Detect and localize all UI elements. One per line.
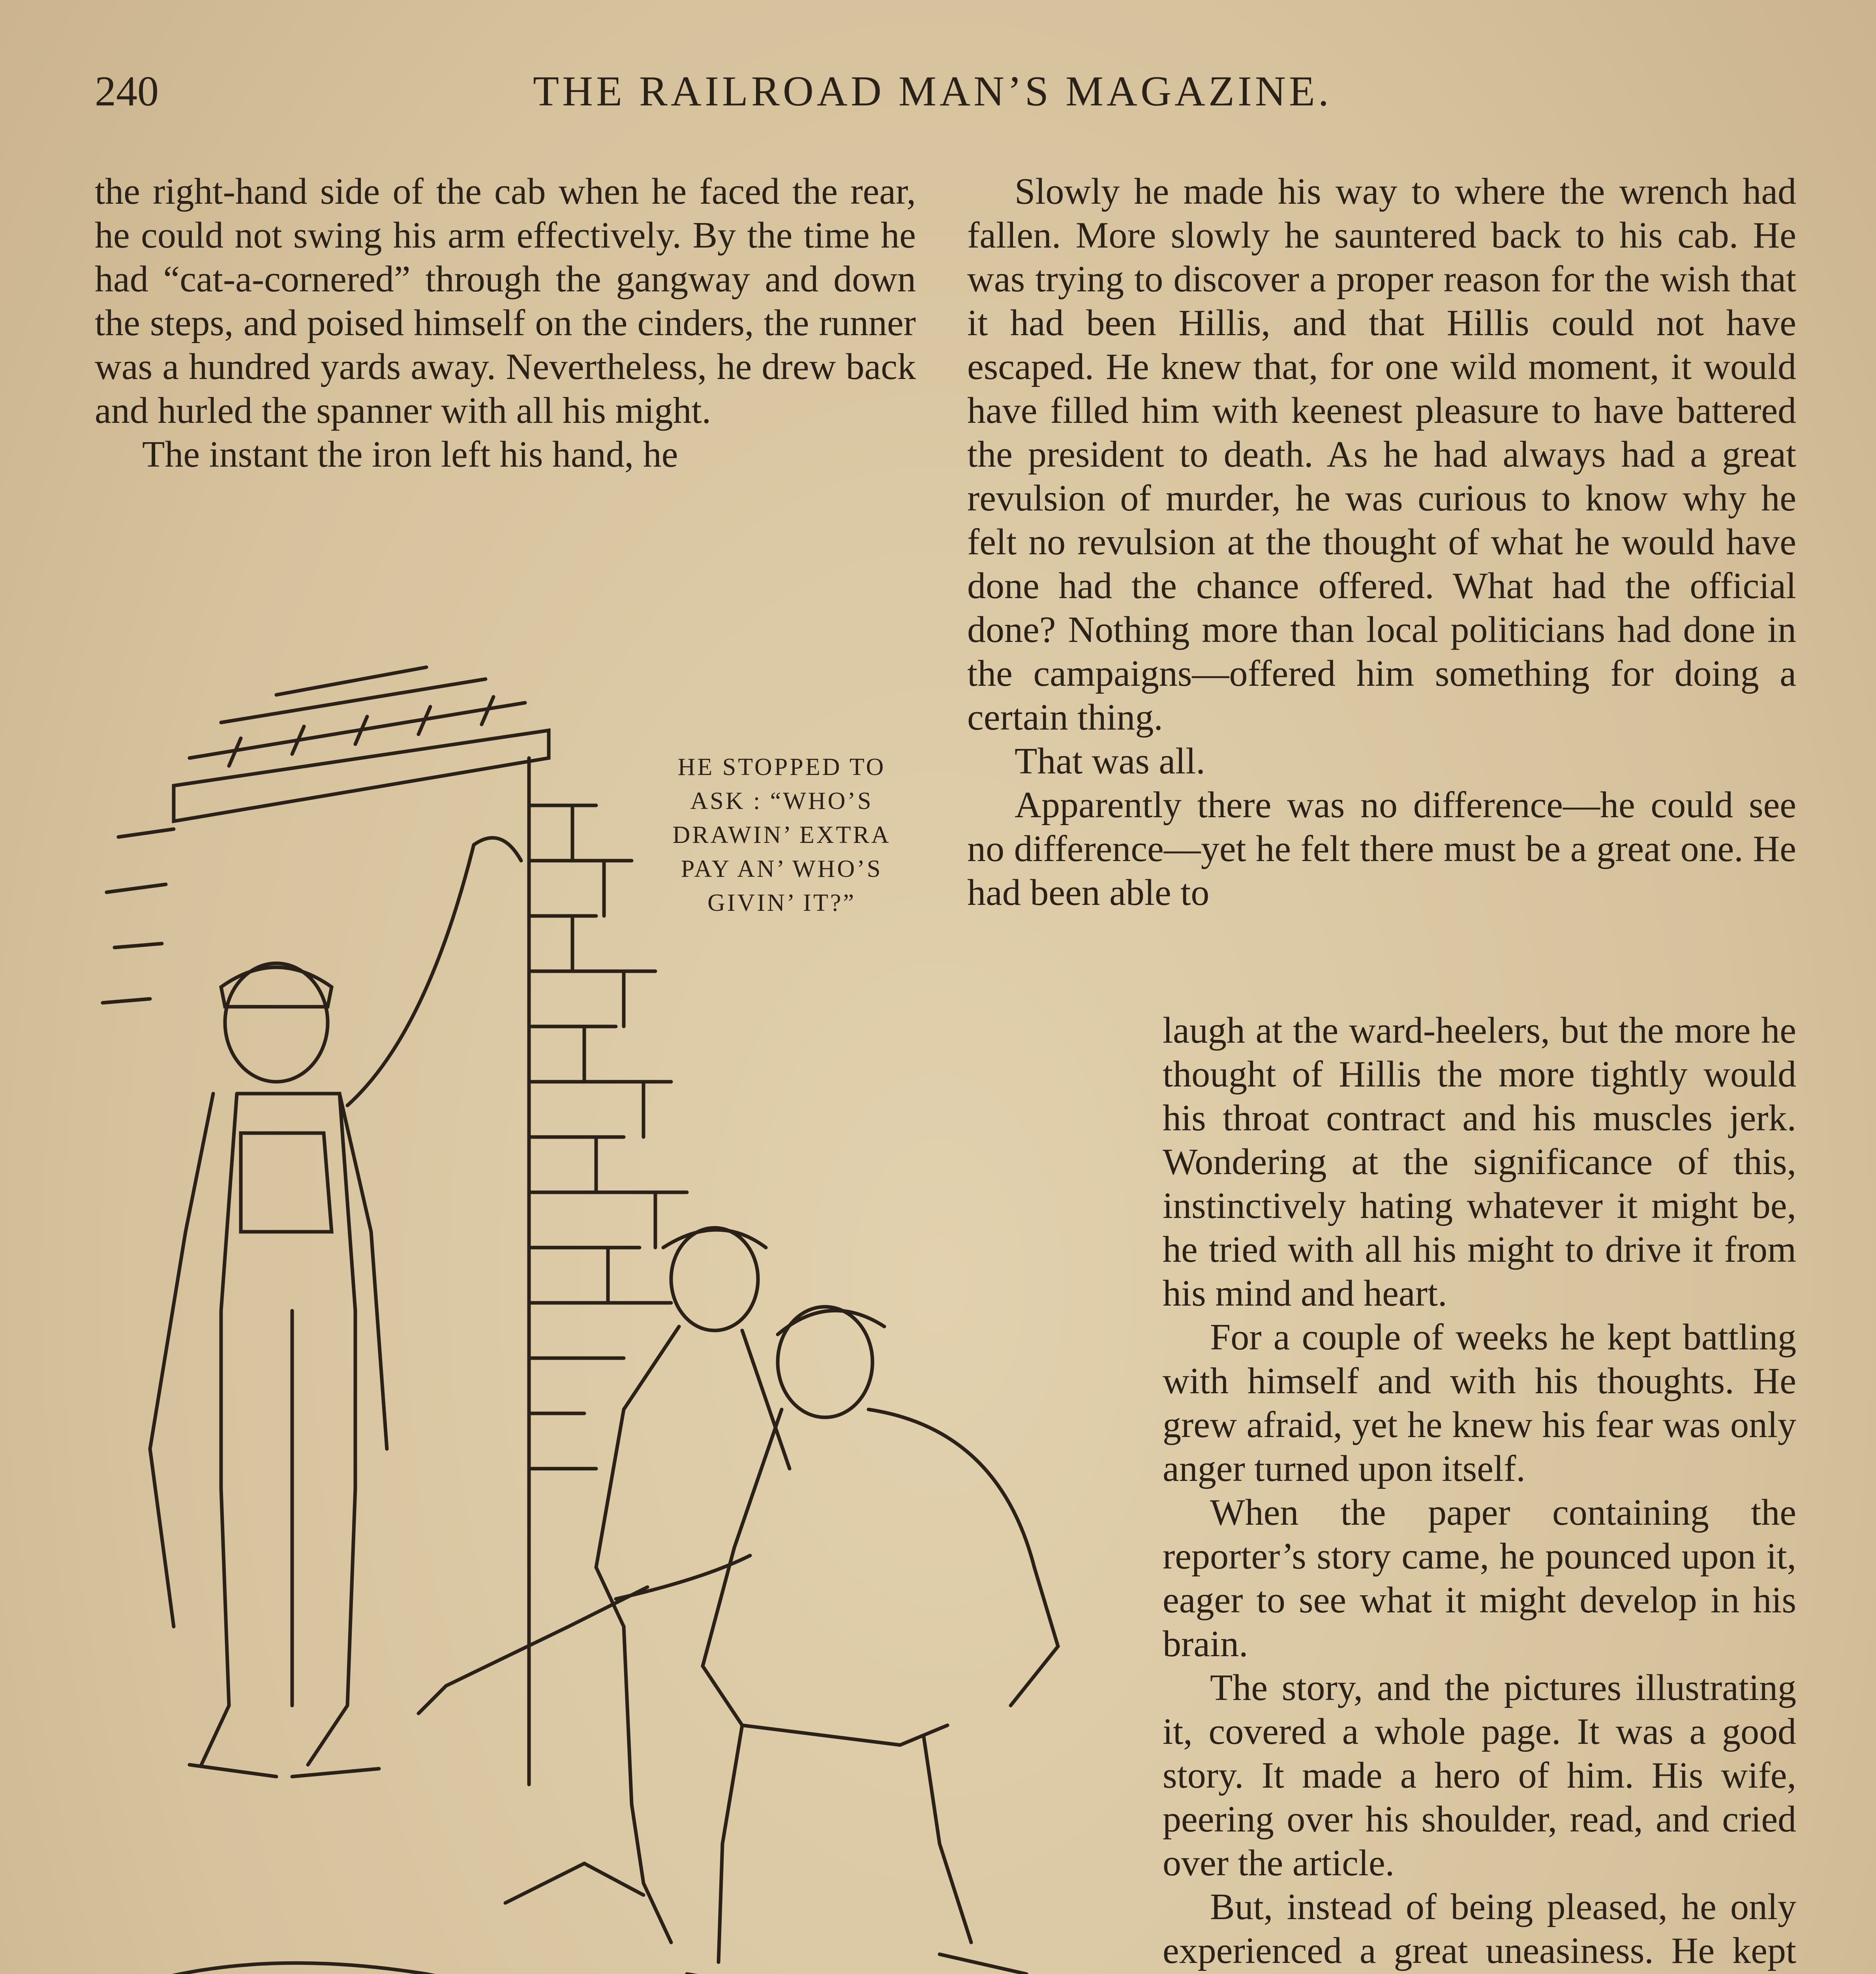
caption-line: GIVIN’ IT?” (707, 889, 856, 916)
paragraph: That was all. (1015, 741, 1205, 782)
paragraph: The story, and the pictures illustrating it, covered a whole page. It was a good story. It made a hero of him. His wife, peering over his shoulder, read, and cried over the article. (1163, 1667, 1796, 1884)
paragraph: laugh at the ward-heelers, but the more he thought of Hillis the more tightly would his throat contract and his muscles jerk. Wondering at the significance of this, instinctively hating whatever it might be, he tried with all his might to drive it from his mind and heart. (1163, 1010, 1796, 1314)
caption-line: DRAWIN’ EXTRA (672, 822, 891, 848)
paragraph: But, instead of being pleased, he only experienced a great uneasiness. He kept (1163, 1886, 1796, 1971)
page-header (95, 59, 1773, 114)
paragraph: Slowly he made his way to where the wrench had fallen. More slowly he sauntered back to his cab. He was trying to discover a proper reason for the wish that it had been Hillis, and that Hillis could not have escaped. He knew that, for one wild moment, it would have filled him with keenest pleasure to have battered the president to death. As he had always had a great revulsion of murder, he was curious to know why he felt no revulsion at the thought of what he would have done had the chance offered. What had the official done? Nothing more than local politicians had done in the campaigns—offered him something for doing a certain thing. (967, 171, 1796, 738)
page-number: 240 (95, 68, 159, 115)
caption-line: HE STOPPED TO (677, 754, 886, 781)
paragraph: For a couple of weeks he kept battling with himself and with his thoughts. He grew afraid, yet he knew his fear was only anger turned upon itself. (1163, 1317, 1796, 1489)
paragraph: Apparently there was no difference—he could see no difference—yet he felt there must be a great one. He had been able to (967, 784, 1796, 913)
paragraph: the right-hand side of the cab when he faced the rear, he could not swing his arm effectively. By the time he had “cat-a-cornered” through the gangway and down the steps, and poised himself on the cinders, the runner was a hundred yards away. Nevertheless, he drew back and hurled the spanner with all his might. (95, 171, 916, 431)
right-column-top (967, 170, 1796, 915)
right-column-narrow (1163, 1009, 1796, 1974)
running-title: THE RAILROAD MAN’S MAGAZINE. (533, 68, 1332, 115)
paragraph: When the paper containing the reporter’s story came, he pounced upon it, eager to see what it might develop in his brain. (1163, 1492, 1796, 1664)
left-column-top (95, 170, 916, 477)
illustration-caption (600, 750, 963, 920)
caption-line: ASK : “WHO’S (690, 788, 873, 814)
caption-line: PAY AN’ WHO’S (681, 856, 883, 882)
paragraph: The instant the iron left his hand, he (142, 434, 678, 475)
